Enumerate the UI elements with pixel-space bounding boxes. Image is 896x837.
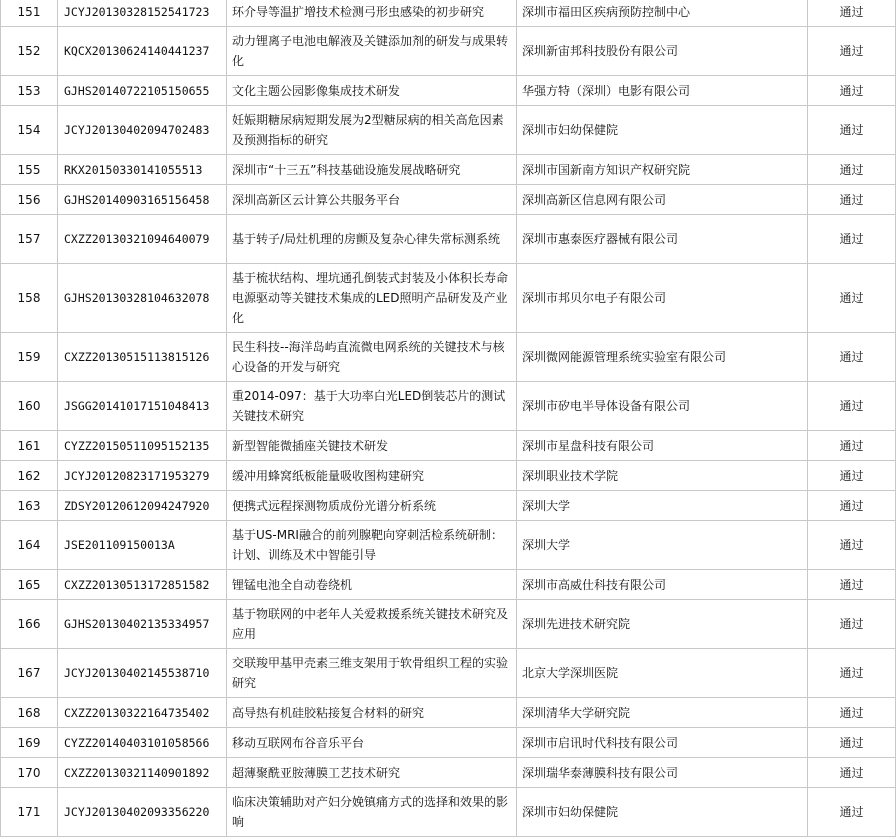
project-title: 高导热有机硅胶粘接复合材料的研究 bbox=[227, 698, 517, 728]
project-code: CXZZ20130322164735402 bbox=[58, 698, 227, 728]
review-result: 通过 bbox=[808, 461, 896, 491]
row-number: 157 bbox=[1, 215, 58, 264]
table-row bbox=[1, 431, 896, 461]
table-row bbox=[1, 758, 896, 788]
table-row bbox=[1, 185, 896, 215]
organization: 深圳市妇幼保健院 bbox=[517, 106, 808, 155]
table-row bbox=[1, 215, 896, 264]
organization: 深圳市妇幼保健院 bbox=[517, 788, 808, 837]
project-code: GJHS20140722105150655 bbox=[58, 76, 227, 106]
row-number: 166 bbox=[1, 600, 58, 649]
review-result: 通过 bbox=[808, 185, 896, 215]
project-code: ZDSY20120612094247920 bbox=[58, 491, 227, 521]
review-result: 通过 bbox=[808, 521, 896, 570]
project-code: JCYJ20130402094702483 bbox=[58, 106, 227, 155]
project-title: 文化主题公园影像集成技术研发 bbox=[227, 76, 517, 106]
row-number: 161 bbox=[1, 431, 58, 461]
project-title: 妊娠期糖尿病短期发展为2型糖尿病的相关高危因素及预测指标的研究 bbox=[227, 106, 517, 155]
organization: 深圳市惠泰医疗器械有限公司 bbox=[517, 215, 808, 264]
organization: 深圳市福田区疾病预防控制中心 bbox=[517, 0, 808, 27]
project-code: CYZZ20140403101058566 bbox=[58, 728, 227, 758]
review-result: 通过 bbox=[808, 600, 896, 649]
project-title: 动力锂离子电池电解液及关键添加剂的研发与成果转化 bbox=[227, 27, 517, 76]
table-row bbox=[1, 570, 896, 600]
row-number: 159 bbox=[1, 333, 58, 382]
review-result: 通过 bbox=[808, 155, 896, 185]
project-title: 锂锰电池全自动卷绕机 bbox=[227, 570, 517, 600]
project-code: CYZZ20150511095152135 bbox=[58, 431, 227, 461]
row-number: 156 bbox=[1, 185, 58, 215]
organization: 北京大学深圳医院 bbox=[517, 649, 808, 698]
project-code: JCYJ20130402093356220 bbox=[58, 788, 227, 837]
organization: 深圳市国新南方知识产权研究院 bbox=[517, 155, 808, 185]
review-result: 通过 bbox=[808, 76, 896, 106]
review-result: 通过 bbox=[808, 728, 896, 758]
table-row bbox=[1, 521, 896, 570]
organization: 深圳清华大学研究院 bbox=[517, 698, 808, 728]
project-code: JSGG20141017151048413 bbox=[58, 382, 227, 431]
project-title: 深圳高新区云计算公共服务平台 bbox=[227, 185, 517, 215]
row-number: 163 bbox=[1, 491, 58, 521]
review-result: 通过 bbox=[808, 27, 896, 76]
project-code: CXZZ20130321094640079 bbox=[58, 215, 227, 264]
review-result: 通过 bbox=[808, 649, 896, 698]
project-code: CXZZ20130513172851582 bbox=[58, 570, 227, 600]
row-number: 170 bbox=[1, 758, 58, 788]
row-number: 171 bbox=[1, 788, 58, 837]
project-title: 深圳市“十三五”科技基础设施发展战略研究 bbox=[227, 155, 517, 185]
review-result: 通过 bbox=[808, 215, 896, 264]
review-result: 通过 bbox=[808, 758, 896, 788]
project-code: GJHS20130402135334957 bbox=[58, 600, 227, 649]
row-number: 168 bbox=[1, 698, 58, 728]
row-number: 154 bbox=[1, 106, 58, 155]
project-code: JCYJ20130402145538710 bbox=[58, 649, 227, 698]
table-row bbox=[1, 728, 896, 758]
project-title: 交联羧甲基甲壳素三维支架用于软骨组织工程的实验研究 bbox=[227, 649, 517, 698]
project-title: 基于物联网的中老年人关爱救援系统关键技术研究及应用 bbox=[227, 600, 517, 649]
review-result: 通过 bbox=[808, 570, 896, 600]
organization: 深圳高新区信息网有限公司 bbox=[517, 185, 808, 215]
row-number: 155 bbox=[1, 155, 58, 185]
organization: 深圳市启讯时代科技有限公司 bbox=[517, 728, 808, 758]
project-code: RKX20150330141055513 bbox=[58, 155, 227, 185]
row-number: 158 bbox=[1, 264, 58, 333]
project-title: 基于US-MRI融合的前列腺靶向穿刺活检系统研制：计划、训练及术中智能引导 bbox=[227, 521, 517, 570]
organization: 深圳市邦贝尔电子有限公司 bbox=[517, 264, 808, 333]
project-code: CXZZ20130321140901892 bbox=[58, 758, 227, 788]
project-code: JCYJ20120823171953279 bbox=[58, 461, 227, 491]
project-title: 基于梳状结构、埋坑通孔倒装式封装及小体积长寿命电源驱动等关键技术集成的LED照明产品研发及产业化 bbox=[227, 264, 517, 333]
project-title: 超薄聚酰亚胺薄膜工艺技术研究 bbox=[227, 758, 517, 788]
review-result: 通过 bbox=[808, 491, 896, 521]
organization: 深圳新宙邦科技股份有限公司 bbox=[517, 27, 808, 76]
organization: 深圳市星盘科技有限公司 bbox=[517, 431, 808, 461]
table-row bbox=[1, 600, 896, 649]
row-number: 153 bbox=[1, 76, 58, 106]
row-number: 151 bbox=[1, 0, 58, 27]
organization: 深圳职业技术学院 bbox=[517, 461, 808, 491]
table-row bbox=[1, 264, 896, 333]
project-title: 环介导等温扩增技术检测弓形虫感染的初步研究 bbox=[227, 0, 517, 27]
organization: 深圳大学 bbox=[517, 521, 808, 570]
review-result: 通过 bbox=[808, 106, 896, 155]
table-row bbox=[1, 382, 896, 431]
review-result: 通过 bbox=[808, 264, 896, 333]
project-code: CXZZ20130515113815126 bbox=[58, 333, 227, 382]
table-row bbox=[1, 333, 896, 382]
project-code: KQCX20130624140441237 bbox=[58, 27, 227, 76]
table-row bbox=[1, 27, 896, 76]
project-title: 重2014-097：基于大功率白光LED倒装芯片的测试关键技术研究 bbox=[227, 382, 517, 431]
row-number: 162 bbox=[1, 461, 58, 491]
project-title: 移动互联网布谷音乐平台 bbox=[227, 728, 517, 758]
project-title: 便携式远程探测物质成份光谱分析系统 bbox=[227, 491, 517, 521]
organization: 深圳微网能源管理系统实验室有限公司 bbox=[517, 333, 808, 382]
project-code: JCYJ20130328152541723 bbox=[58, 0, 227, 27]
review-result: 通过 bbox=[808, 698, 896, 728]
project-code: JSE201109150013A bbox=[58, 521, 227, 570]
review-result: 通过 bbox=[808, 788, 896, 837]
review-result: 通过 bbox=[808, 0, 896, 27]
review-result: 通过 bbox=[808, 431, 896, 461]
organization: 深圳瑞华泰薄膜科技有限公司 bbox=[517, 758, 808, 788]
project-title: 基于转子/局灶机理的房颤及复杂心律失常标测系统 bbox=[227, 215, 517, 264]
project-title: 临床决策辅助对产妇分娩镇痛方式的选择和效果的影响 bbox=[227, 788, 517, 837]
row-number: 164 bbox=[1, 521, 58, 570]
table-row bbox=[1, 461, 896, 491]
table-row bbox=[1, 76, 896, 106]
row-number: 160 bbox=[1, 382, 58, 431]
project-title: 缓冲用蜂窝纸板能量吸收图构建研究 bbox=[227, 461, 517, 491]
table-row bbox=[1, 106, 896, 155]
row-number: 169 bbox=[1, 728, 58, 758]
row-number: 152 bbox=[1, 27, 58, 76]
review-result: 通过 bbox=[808, 382, 896, 431]
organization: 深圳市高威仕科技有限公司 bbox=[517, 570, 808, 600]
review-result: 通过 bbox=[808, 333, 896, 382]
table-row bbox=[1, 0, 896, 27]
project-code: GJHS20140903165156458 bbox=[58, 185, 227, 215]
project-title: 新型智能微插座关键技术研发 bbox=[227, 431, 517, 461]
organization: 华强方特（深圳）电影有限公司 bbox=[517, 76, 808, 106]
project-title: 民生科技--海洋岛屿直流微电网系统的关键技术与核心设备的开发与研究 bbox=[227, 333, 517, 382]
table-row bbox=[1, 649, 896, 698]
table-row bbox=[1, 788, 896, 837]
table-row bbox=[1, 491, 896, 521]
table-row bbox=[1, 698, 896, 728]
organization: 深圳先进技术研究院 bbox=[517, 600, 808, 649]
organization: 深圳市矽电半导体设备有限公司 bbox=[517, 382, 808, 431]
table-row bbox=[1, 155, 896, 185]
row-number: 165 bbox=[1, 570, 58, 600]
row-number: 167 bbox=[1, 649, 58, 698]
organization: 深圳大学 bbox=[517, 491, 808, 521]
project-code: GJHS20130328104632078 bbox=[58, 264, 227, 333]
results-table-body bbox=[1, 0, 896, 837]
